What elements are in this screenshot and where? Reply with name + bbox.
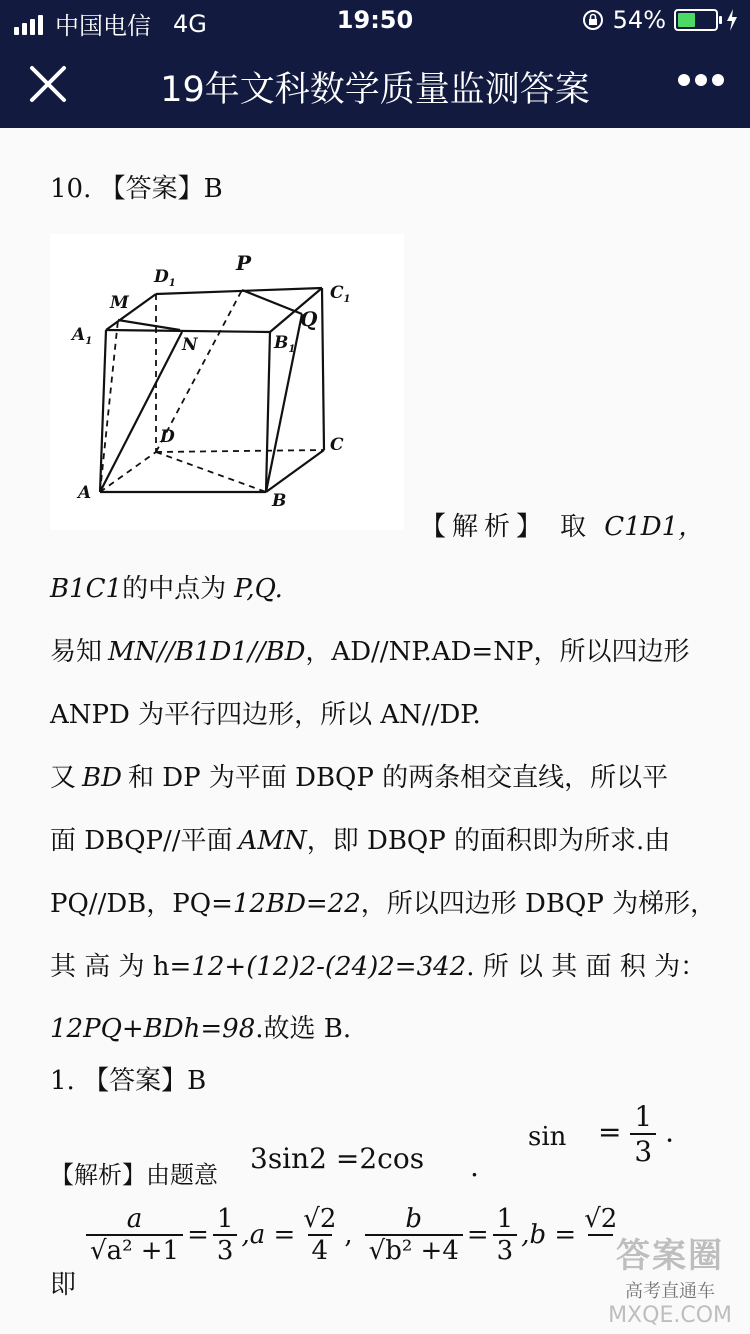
label-c1: $C_1$ xyxy=(330,283,351,305)
analysis-line-3: ANPD 为平行四边形，所以 AN//DP. xyxy=(50,700,481,730)
q10-answer: 10. 【答案】B xyxy=(50,174,223,204)
q1-dot-1: . xyxy=(470,1150,479,1183)
q1-ji: 即 xyxy=(50,1270,77,1300)
label-d1: $D_1$ xyxy=(154,267,176,289)
watermark xyxy=(608,1228,732,1328)
q1-equation-row: $\frac{a}{\text{√a² +1}}$ = $\frac{1}{3}$ ,a = $\frac{√2}{4}$ , $\frac{b}{\text{√b² +4}}$ = $\frac{1}{3}$ ,b = √2 xyxy=(86,1204,621,1266)
analysis-line-5: 面 DBQP//平面 AMN，即 DBQP 的面积即为所求.由 xyxy=(50,826,671,856)
analysis-line-4: 又 BD 和 DP 为平面 DBQP 的两条相交直线，所以平 xyxy=(50,763,669,793)
battery-icon xyxy=(674,9,718,31)
geometry-figure xyxy=(50,234,404,530)
q1-analysis-label: 【解析】由题意 xyxy=(50,1161,218,1189)
watermark-text: 高考直通车 xyxy=(625,1281,716,1302)
label-q: Q xyxy=(300,307,318,331)
analysis-line-6: PQ//DB，PQ=12BD=22，所以四边形 DBQP 为梯形， xyxy=(50,889,717,919)
status-right xyxy=(581,6,738,34)
label-a: A xyxy=(78,483,92,503)
label-b1: $B_1$ xyxy=(274,333,296,355)
carrier: 中国电信 xyxy=(55,12,151,40)
q1-sin-value: = $\frac{1}{3}$ . xyxy=(598,1100,675,1168)
analysis-line-7: 其 高 为 h=12+(12)2-(24)2=342. 所 以 其 面 积 为： xyxy=(50,952,707,982)
close-button[interactable] xyxy=(26,62,70,106)
label-d: D xyxy=(160,427,175,447)
cube-diagram xyxy=(50,234,404,530)
network-type: 4G xyxy=(173,9,207,38)
nav-bar xyxy=(0,40,750,128)
rotation-lock-icon xyxy=(581,8,605,32)
analysis-start: 【解析】 取 C1D1， xyxy=(420,512,705,542)
watermark-site: MXQE.COM xyxy=(608,1303,732,1328)
battery-percent: 54% xyxy=(612,6,666,34)
analysis-line-2: 易知 MN//B1D1//BD，AD//NP.AD=NP，所以四边形 xyxy=(50,637,690,667)
q1-sin: sin xyxy=(528,1122,567,1152)
q1-eq1: 3sin2 =2cos xyxy=(250,1142,425,1175)
label-b: B xyxy=(272,491,287,511)
more-dots-icon xyxy=(678,74,690,86)
close-icon xyxy=(26,62,70,106)
watermark-logo: 答案圈 xyxy=(616,1236,725,1276)
article-content[interactable] xyxy=(0,128,750,1334)
analysis-line-8: 12PQ+BDh=98.故选 B. xyxy=(50,1014,352,1044)
label-a1: $A_1$ xyxy=(72,325,93,347)
analysis-line-1: B1C1的中点为 P,Q. xyxy=(50,574,283,604)
status-time: 19:50 xyxy=(336,6,414,34)
charging-icon xyxy=(726,9,738,31)
page-title: 19年文科数学质量监测答案 xyxy=(160,70,590,110)
label-c: C xyxy=(330,435,344,455)
label-n: N xyxy=(182,335,198,355)
label-m: M xyxy=(110,293,129,313)
status-bar xyxy=(0,0,750,40)
q1-answer: 1. 【答案】B xyxy=(50,1066,207,1096)
more-button[interactable] xyxy=(678,74,724,90)
label-p: P xyxy=(236,251,252,275)
